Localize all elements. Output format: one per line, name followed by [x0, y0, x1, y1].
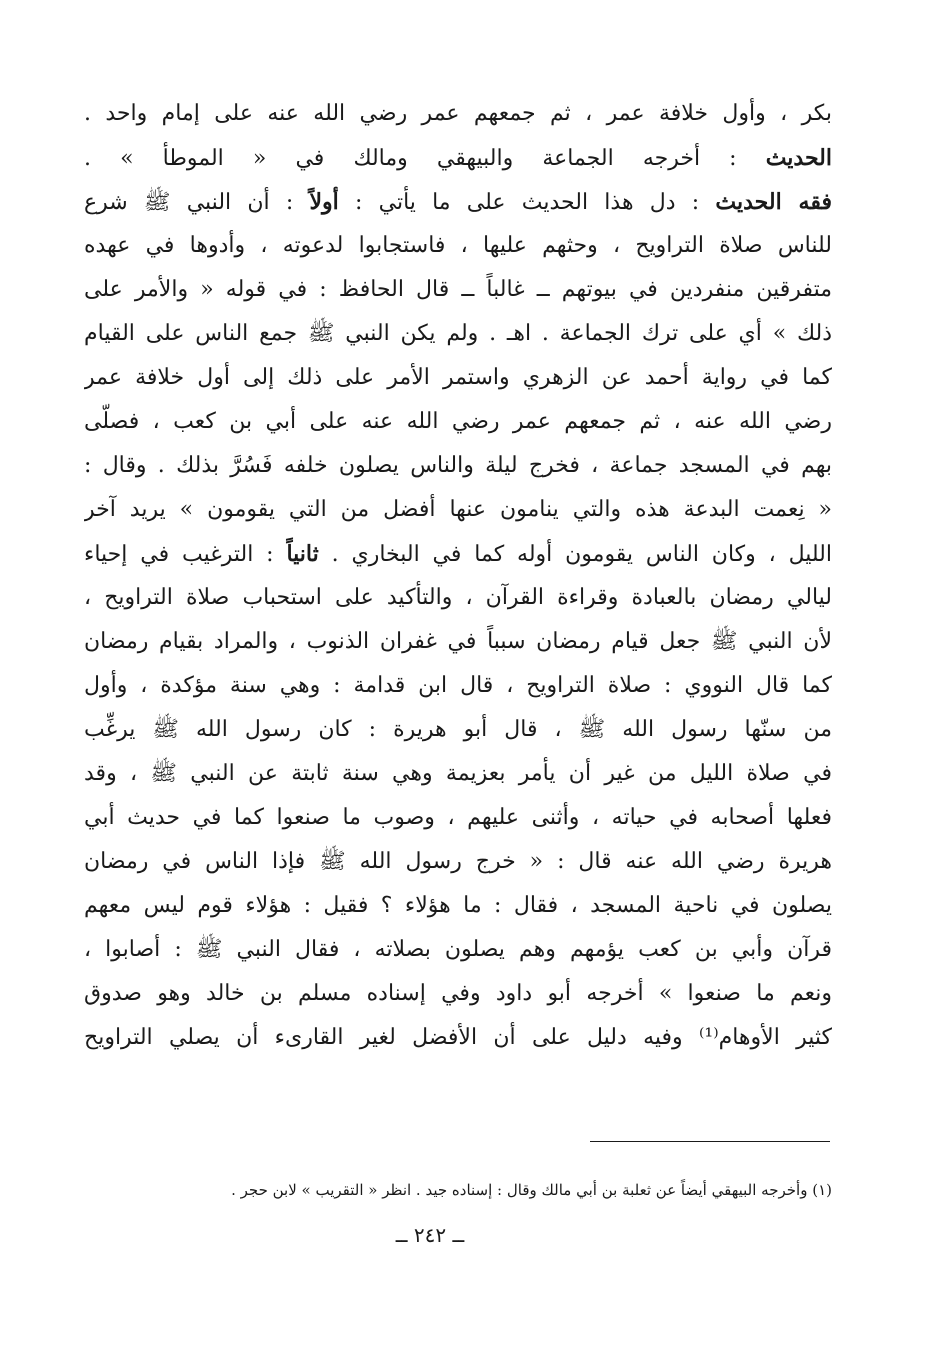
text-line-10: « نِعمت البدعة هذه والتي ينامون عنها أفضل من التي يقومون » يريد آخر	[84, 497, 832, 522]
text-line-5: متفرقين منفردين في بيوتهم ــ غالباً ــ قال الحافظ : في قوله « والأمر على	[84, 277, 832, 302]
text-line-21: ونعم ما صنعوا » أخرجه أبو داود وفي إسناده مسلم بن خالد وهو صدوق	[84, 981, 832, 1006]
heading-hadith: الحديث	[765, 145, 832, 171]
page-number: ــ ٢٤٢ ــ	[395, 1223, 465, 1247]
text-line-19: يصلون في ناحية المسجد ، فقال : ما هؤلاء ؟ فقيل : هؤلاء قوم ليس معهم	[84, 893, 832, 918]
heading-second: ثانياً	[286, 541, 319, 567]
text-line-6: ذلك » أي على ترك الجماعة . اهـ . ولم يكن النبي ﷺ جمع الناس على القيام	[84, 321, 832, 346]
text-line-9: بهم في المسجد جماعة ، فخرج ليلة والناس يصلون خلفه فَسُرَّ بذلك . وقال :	[84, 453, 832, 478]
main-text	[84, 92, 832, 1060]
text-line-4: للناس صلاة التراويح ، وحثهم عليها ، فاستجابوا لدعوته ، وأدوها في عهده	[84, 233, 832, 258]
heading-first: أولاً	[309, 189, 339, 215]
text-line-14: كما قال النووي : صلاة التراويح ، قال ابن قدامة : وهي سنة مؤكدة ، وأول	[84, 673, 832, 698]
text-line-20: قرآن وأبي بن كعب يؤمهم وهم يصلون بصلاته ، فقال النبي ﷺ : أصابوا ،	[84, 937, 832, 962]
footnote: (١) وأخرجه البيهقي أيضاً عن ثعلبة بن أبي مالك وقال : إسناده جيد . انظر « التقريب » لابن حجر .	[231, 1181, 832, 1199]
text-line-13: لأن النبي ﷺ جعل قيام رمضان سبباً في غفران الذنوب ، والمراد بقيام رمضان	[84, 629, 832, 654]
text-line-8: رضي الله عنه ، ثم جمعهم عمر رضي الله عنه على أبي بن كعب ، فصلّى	[84, 409, 832, 434]
heading-fiqh-hadith: فقه الحديث	[715, 189, 832, 215]
text-line-12: ليالي رمضان بالعبادة وقراءة القرآن ، والتأكيد على استحباب صلاة التراويح ،	[84, 585, 832, 610]
footnote-divider	[590, 1141, 830, 1142]
text-line-1: بكر ، وأول خلافة عمر ، ثم جمعهم عمر رضي الله عنه على إمام واحد .	[84, 101, 832, 126]
text-line-18: هريرة رضي الله عنه قال : « خرج رسول الله ﷺ فإذا الناس في رمضان	[84, 849, 832, 874]
text-line-11: الليل ، وكان الناس يقومون أوله كما في البخاري . ثانياً : الترغيب في إحياء	[84, 541, 832, 567]
text-line-3: فقه الحديث : دل هذا الحديث على ما يأتي : أولاً : أن النبي ﷺ شرع	[84, 189, 832, 215]
text-line-17: فعلها أصحابه في حياته ، وأثنى عليهم ، وصوب ما صنعوا كما في حديث أبي	[84, 805, 832, 830]
text-line-2: الحديث : أخرجه الجماعة والبيهقي ومالك في « الموطأ » .	[84, 145, 832, 171]
text-line-7: كما في رواية أحمد عن الزهري واستمر الأمر على ذلك إلى أول خلافة عمر	[84, 365, 832, 390]
text-line-16: في صلاة الليل من غير أن يأمر بعزيمة وهي سنة ثابتة عن النبي ﷺ ، وقد	[84, 761, 832, 786]
text-line-22: كثير الأوهام⁽¹⁾ وفيه دليل على أن الأفضل لغير القارىء أن يصلي التراويح	[84, 1025, 832, 1050]
text-line-15: من سنّها رسول الله ﷺ ، قال أبو هريرة : كان رسول الله ﷺ يرغِّب	[84, 717, 832, 742]
